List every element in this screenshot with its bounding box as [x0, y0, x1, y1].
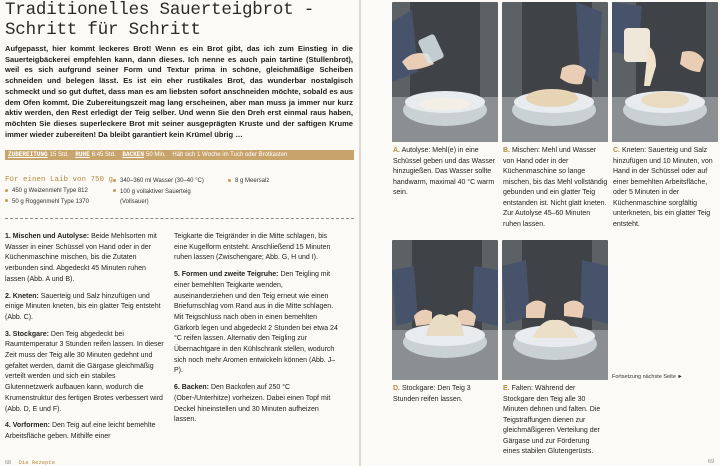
caption-c: C. Kneten: Sauerteig und Salz hinzufügen und 10 Minuten, von Hand in der Schüssel oder auf einer bemehlten Arbeitsfläche, oder 5 Minuten in der Küchenmaschine sorgfältig unterkneten, bis ein glatter Teig entsteht.	[613, 147, 713, 228]
ingredient-item: 50 g Roggenmehl Type 1370	[5, 197, 89, 208]
ingredient-item-note: (Vollsauer)	[120, 199, 149, 205]
step-4-continued: Teigkarte die Teigränder in die Mitte schlagen, bis eine Kugelform entsteht. Anschließend 15 Minuten ruhen lassen (Zwischengare; Abb. G, H und I).	[174, 233, 331, 262]
caption-e: E. Falten: Während der Stockgare den Teig alle 30 Minuten dehnen und falten. Die Teigstraffungen dienen zur gleichmäßigeren Verteilung der Gärgase und zur Förderung eines stabilen Glutengerüsts.	[503, 385, 601, 455]
bowl-with-flour-and-water-icon	[392, 2, 498, 142]
bullet-icon	[5, 199, 8, 202]
step-4: 4. Vorformen: Den Teig auf eine leicht bemehlte Arbeitsfläche geben. Mithilfe einer	[5, 422, 156, 440]
step-6: 6. Backen: Den Backofen auf 250 °C (Ober-/Unterhitze) vorheizen. Dabei einen Topf mit Deckel hineinstellen und 30 Minuten aufheizen lassen.	[174, 384, 331, 424]
ingredient-item: 450 g Weizenmehl Type 812	[5, 186, 89, 197]
storage-note: Hält sich 1 Woche im Tuch oder Brotkasten	[172, 152, 288, 158]
steps-column-1	[5, 232, 165, 449]
ingredients-col-2	[113, 176, 204, 208]
rest-value: 6:45 Std.	[91, 152, 116, 158]
page-title	[5, 0, 314, 40]
dough-resting-icon	[392, 240, 498, 380]
step-3: 3. Stockgare: Den Teig abgedeckt bei Raumtemperatur 3 Stunden reifen lassen. In dieser Zeit muss der Teig alle 30 Minuten gedehnt und gefaltet werden, damit die Gärgase gleichmäßig verteilt werden und sich ein stabiles Glutennetzwerk aufbauen kann, wodurch die Krumenstruktur des fertigen Brotes verbessert wird (Abb. D, E und F).	[5, 330, 164, 413]
time-info-bar	[5, 150, 354, 160]
page-number-right: 69	[708, 459, 715, 465]
intro-paragraph: Aufgepasst, hier kommt leckeres Brot! Wenn es ein Brot gibt, das ich zum Einstieg in die Sauerteigbäckerei empfehlen kann, dann dieses. Ich nenne es auch pain tartine (Stullenbrot), weil es sich aufgrund seiner Form und Textur prima in schöne, gleichmäßige Scheiben schneiden und belegen lässt. Es ist ein eher rustikales Brot, das wunderbar nostalgisch schmeckt und so gut duftet, dass man es am liebsten sofort anschneiden möchte, sobald es aus dem Ofen kommt. Die Zubereitungszeit mag lang erscheinen, aber man muss ja immer nur kurz aktiv werden, den Rest erledigt der Teig selber. Und wenn Sie den Dreh erst einmal raus haben, möchten Sie dieses superleckere Brot mit seiner ausgeprägten Kruste und der saftigen Krume immer wieder zubereiten! Da bleibt garantiert kein Krümel übrig …	[5, 44, 353, 139]
title-line-1: Traditionelles Sauerteigbrot -	[5, 0, 315, 20]
prep-key: ZUBEREITUNG	[8, 151, 48, 158]
page-number-left: 68	[5, 460, 12, 466]
bake-value: 50 Min.	[146, 152, 166, 158]
continue-note: Fortsetzung nächste Seite ►	[612, 374, 683, 380]
ingredient-item: 100 g vollaktiver Sauerteig	[113, 187, 204, 198]
caption-a: A. Autolyse: Mehl(e) in eine Schüssel geben und das Wasser hinzugießen. Das Wasser sollte handwarm, maximal 40 °C warm sein.	[393, 147, 496, 196]
photo-a	[392, 2, 498, 142]
rest-key: RUHE	[75, 151, 90, 158]
ingredient-item: 8 g Meersalz	[228, 176, 269, 187]
step-2: 2. Kneten: Sauerteig und Salz hinzufügen und einige Minuten kneten, bis ein glatter Teig entsteht (Abb. C).	[5, 292, 161, 321]
ingredient-item: 340–360 ml Wasser (30–40 °C)	[113, 176, 204, 187]
dashed-divider	[5, 218, 354, 219]
caption-b: B. Mischen: Mehl und Wasser von Hand oder in der Küchenmaschine so lange mischen, bis das Mehl vollständig gebunden und ein glatter Teig entstanden ist. Nicht glatt kneten. Zur Autolyse 45–60 Minuten ruhen lassen.	[503, 147, 608, 228]
ingredients-col-1	[5, 186, 89, 207]
hand-kneading-icon	[612, 2, 718, 142]
step-5: 5. Formen und zweite Teigruhe: Den Teigling mit einer bemehlten Teigkarte wenden, auseinanderziehen und den Teig erneut wie einen Briefumschlag vom Rand aus in die Mitte schlagen. Mit Teigschluss nach oben in einen bemehlten Gärkorb legen und abgedeckt 2 Stunden bei etwa 24 °C reifen lassen. Alternativ den Teigling zur Übernachtgare in den Kühlschrank stellen, wodurch sich noch mehr Aromen entwickeln können (Abb. J–P).	[174, 271, 338, 375]
photo-d	[392, 240, 498, 380]
title-line-2: Schritt für Schritt	[5, 20, 201, 40]
bullet-icon	[228, 179, 231, 182]
steps-column-2	[174, 232, 342, 432]
ingredients-col-3	[228, 176, 269, 187]
photo-e	[502, 240, 608, 380]
photo-b	[502, 2, 608, 142]
dough-folding-icon	[502, 240, 608, 380]
bullet-icon	[113, 179, 116, 182]
hand-mixing-icon	[502, 2, 608, 142]
bullet-icon	[5, 189, 8, 192]
photo-c	[612, 2, 718, 142]
prep-value: 15 Std.	[49, 152, 69, 158]
bake-key: BACKEN	[122, 151, 145, 158]
left-footer	[5, 459, 55, 466]
bullet-icon	[113, 189, 116, 192]
step-1: 1. Mischen und Autolyse: Beide Mehlsorten mit Wasser in einer Schüssel von Hand oder in der Küchenmaschine mischen, bis die Zutaten verbunden sind. Abgedeckt 45 Minuten ruhen lassen (Abb. A und B).	[5, 233, 157, 283]
page-gutter	[359, 0, 361, 466]
ingredients-heading: Für einen Laib von 750 g	[5, 176, 114, 184]
section-name: Die Rezepte	[18, 459, 55, 466]
caption-d: D. Stockgare: Den Teig 3 Stunden reifen lassen.	[393, 385, 471, 403]
